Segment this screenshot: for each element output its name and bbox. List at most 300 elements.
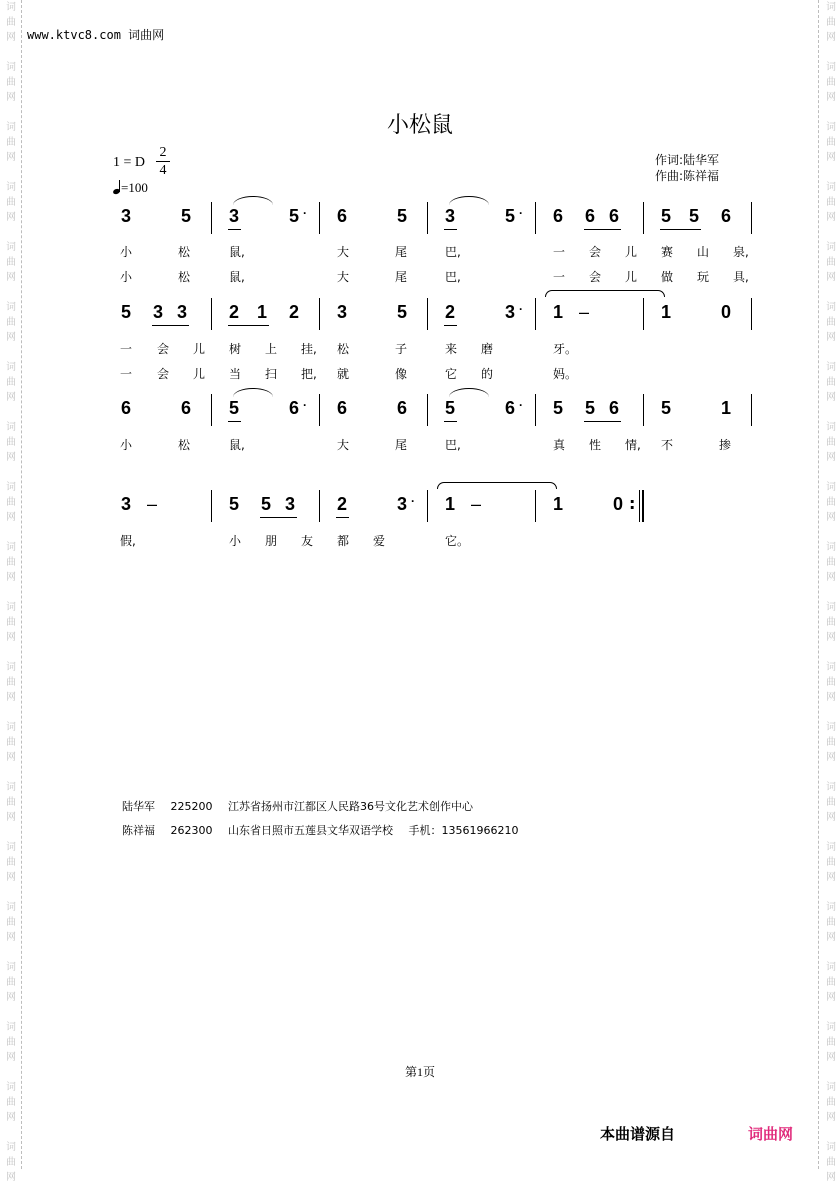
watermark-char: 网 — [826, 632, 836, 643]
watermark-char: 曲 — [6, 977, 16, 988]
watermark-char: 曲 — [826, 1037, 836, 1048]
time-signature-bottom: 4 — [156, 161, 170, 179]
staff-row — [0, 200, 840, 236]
lyric-syllable: 会 — [157, 342, 170, 356]
watermark-char: 词 — [826, 602, 836, 613]
staff-row — [0, 488, 840, 524]
lyric-syllable: 尾 — [395, 245, 408, 259]
watermark-char: 词 — [826, 362, 836, 373]
watermark-char: 曲 — [826, 557, 836, 568]
watermark-char: 曲 — [6, 497, 16, 508]
lyric-syllable: 来 — [445, 342, 458, 356]
watermark-char: 词 — [826, 842, 836, 853]
note: 6 — [120, 398, 131, 418]
watermark-group — [2, 780, 20, 840]
note: 3 — [176, 302, 187, 322]
watermark-char: 网 — [6, 932, 16, 943]
lyric-syllable: 上 — [265, 342, 278, 356]
lyric-syllable: 小 — [229, 534, 242, 548]
barline — [639, 490, 640, 522]
barline — [751, 298, 752, 330]
page-number: 第1页 — [404, 1065, 435, 1079]
watermark-char: 词 — [6, 722, 16, 733]
note: 5 — [584, 398, 595, 418]
watermark-char: 网 — [6, 92, 16, 103]
contact-address: 山东省日照市五莲县文华双语学校 — [228, 824, 393, 837]
note: 6 — [180, 398, 191, 418]
eighth-underline — [444, 229, 457, 230]
contact-phone: 手机：13561966210 — [408, 824, 519, 837]
barline — [319, 490, 320, 522]
barline — [535, 202, 536, 234]
watermark-char: 网 — [826, 872, 836, 883]
watermark-char: 曲 — [6, 797, 16, 808]
eighth-underline — [152, 325, 189, 326]
watermark-char: 词 — [6, 542, 16, 553]
watermark-char: 网 — [826, 392, 836, 403]
note: 3 — [228, 206, 239, 226]
left-margin-line — [21, 0, 22, 1169]
slur — [233, 388, 273, 397]
staff-row — [0, 296, 840, 332]
note: 5 · — [504, 206, 523, 226]
barline — [643, 394, 644, 426]
contact-name: 陆华军 — [122, 800, 155, 813]
watermark-group — [822, 780, 840, 840]
lyric-syllable: 鼠, — [229, 270, 245, 284]
watermark-char: 网 — [826, 1112, 836, 1123]
lyric-syllable: 小 — [120, 438, 133, 452]
lyric-syllable: 会 — [157, 367, 170, 381]
lyric-syllable: 鼠, — [229, 438, 245, 452]
lyric-syllable: 尾 — [395, 438, 408, 452]
barline — [211, 202, 212, 234]
barline — [427, 394, 428, 426]
lyric-syllable: 会 — [589, 245, 602, 259]
lyric-syllable: 松 — [178, 270, 191, 284]
barline — [319, 394, 320, 426]
watermark-char: 词 — [6, 1082, 16, 1093]
lyric-syllable: 尾 — [395, 270, 408, 284]
watermark-char: 网 — [826, 1172, 836, 1183]
watermark-char: 词 — [826, 482, 836, 493]
key-signature: 1 = D — [113, 155, 146, 170]
watermark-char: 网 — [6, 1172, 16, 1183]
note: 1 — [256, 302, 267, 322]
watermark-char: 曲 — [6, 77, 16, 88]
watermark-char: 曲 — [826, 977, 836, 988]
watermark-group — [2, 0, 20, 60]
watermark-char: 词 — [6, 242, 16, 253]
watermark-char: 词 — [6, 422, 16, 433]
watermark-char: 网 — [6, 392, 16, 403]
augmentation-dot: · — [519, 398, 523, 412]
watermark-group — [2, 660, 20, 720]
lyric-syllable: 玩 — [697, 270, 710, 284]
watermark-char: 网 — [6, 1112, 16, 1123]
lyric-line — [0, 365, 840, 383]
lyric-syllable: 泉, — [733, 245, 749, 259]
watermark-char: 网 — [826, 92, 836, 103]
watermark-group — [822, 600, 840, 660]
quarter-note-icon — [113, 180, 121, 194]
watermark-char: 曲 — [6, 617, 16, 628]
note: 5 — [180, 206, 191, 226]
watermark-char: 词 — [6, 62, 16, 73]
lyric-syllable: 像 — [395, 367, 408, 381]
note: 6 · — [504, 398, 523, 418]
site-url[interactable]: www.ktvc8.com — [27, 28, 121, 42]
note: 1 — [552, 302, 563, 322]
watermark-char: 网 — [826, 572, 836, 583]
augmentation-dot: · — [519, 206, 523, 220]
watermark-char: 网 — [6, 512, 16, 523]
lyric-syllable: 小 — [120, 245, 133, 259]
watermark-group — [822, 960, 840, 1020]
watermark-group — [822, 660, 840, 720]
note: 3 — [336, 302, 347, 322]
watermark-group — [2, 720, 20, 780]
note: 5 — [688, 206, 699, 226]
watermark-char: 网 — [6, 332, 16, 343]
watermark-char: 网 — [6, 992, 16, 1003]
eighth-underline — [228, 325, 269, 326]
watermark-group — [822, 1140, 840, 1200]
eighth-underline — [444, 421, 457, 422]
watermark-group — [822, 0, 840, 60]
watermark-char: 网 — [6, 752, 16, 763]
lyric-syllable: 假, — [120, 534, 136, 548]
lyric-syllable: 子 — [395, 342, 408, 356]
note: 6 — [552, 206, 563, 226]
final-barline — [642, 490, 644, 522]
watermark-char: 曲 — [826, 377, 836, 388]
lyric-syllable: 松 — [337, 342, 350, 356]
watermark-char: 词 — [826, 722, 836, 733]
lyric-syllable: 儿 — [625, 270, 638, 284]
watermark-char: 词 — [6, 182, 16, 193]
watermark-char: 词 — [826, 902, 836, 913]
watermark-char: 词 — [826, 2, 836, 13]
watermark-char: 词 — [6, 602, 16, 613]
eighth-underline — [444, 325, 457, 326]
watermark-char: 词 — [6, 902, 16, 913]
composer: 作曲:陈祥福 — [655, 169, 720, 183]
contact-name: 陈祥福 — [122, 824, 155, 837]
watermark-char: 网 — [826, 512, 836, 523]
barline — [319, 202, 320, 234]
watermark-char: 曲 — [6, 857, 16, 868]
watermark-char: 网 — [6, 212, 16, 223]
note: 5 — [660, 206, 671, 226]
watermark-char: 词 — [6, 962, 16, 973]
watermark-char: 网 — [6, 272, 16, 283]
time-signature-top: 2 — [159, 145, 167, 160]
staff-row — [0, 392, 840, 428]
barline — [643, 298, 644, 330]
augmentation-dot: · — [519, 302, 523, 316]
watermark-char: 曲 — [826, 257, 836, 268]
watermark-char: 词 — [826, 182, 836, 193]
lyric-syllable: 一 — [120, 367, 133, 381]
barline — [319, 298, 320, 330]
contact-line — [122, 822, 530, 838]
lyric-syllable: 巴, — [445, 438, 461, 452]
lyric-syllable: 一 — [553, 245, 566, 259]
watermark-char: 曲 — [826, 617, 836, 628]
note: 3 — [152, 302, 163, 322]
watermark-char: 曲 — [826, 197, 836, 208]
lyric-syllable: 掺 — [719, 438, 732, 452]
barline — [211, 298, 212, 330]
eighth-underline — [584, 421, 621, 422]
watermark-group — [2, 900, 20, 960]
note: 3 — [444, 206, 455, 226]
lyric-syllable: 儿 — [193, 342, 206, 356]
watermark-group — [2, 1080, 20, 1140]
note: 2 — [228, 302, 239, 322]
watermark-char: 曲 — [6, 1157, 16, 1168]
dash-extender: – — [470, 494, 481, 514]
augmentation-dot: · — [303, 398, 307, 412]
barline — [751, 394, 752, 426]
lyric-syllable: 它 — [445, 367, 458, 381]
lyric-syllable: 大 — [337, 245, 350, 259]
barline — [535, 490, 536, 522]
lyric-syllable: 真 — [553, 438, 566, 452]
note: 3 — [120, 494, 131, 514]
slur — [449, 196, 489, 205]
watermark-char: 曲 — [826, 1097, 836, 1108]
watermark-char: 网 — [826, 452, 836, 463]
source-label: 本曲谱源自 — [600, 1125, 676, 1143]
note: 1 — [720, 398, 731, 418]
lyric-syllable: 儿 — [193, 367, 206, 381]
watermark-char: 曲 — [6, 917, 16, 928]
note: 1 — [660, 302, 671, 322]
watermark-char: 词 — [6, 662, 16, 673]
lyric-syllable: 赛 — [661, 245, 674, 259]
lyric-line — [0, 340, 840, 358]
lyric-syllable: 友 — [301, 534, 314, 548]
dash-extender: – — [578, 302, 589, 322]
watermark-char: 网 — [826, 812, 836, 823]
lyric-syllable: 大 — [337, 438, 350, 452]
watermark-char: 词 — [826, 422, 836, 433]
lyric-syllable: 大 — [337, 270, 350, 284]
eighth-underline — [660, 229, 701, 230]
watermark-char: 网 — [826, 992, 836, 1003]
lyric-syllable: 当 — [229, 367, 242, 381]
note: 6 — [608, 398, 619, 418]
watermark-char: 曲 — [6, 737, 16, 748]
contact-line — [122, 798, 485, 814]
watermark-char: 词 — [6, 2, 16, 13]
watermark-char: 曲 — [6, 17, 16, 28]
note: 6 — [608, 206, 619, 226]
barline — [211, 490, 212, 522]
note: 6 — [720, 206, 731, 226]
right-margin-line — [818, 0, 819, 1169]
note: 3 · — [396, 494, 415, 514]
lyric-syllable: 都 — [337, 534, 350, 548]
lyricist: 作词:陆华军 — [655, 153, 720, 167]
watermark-char: 曲 — [6, 257, 16, 268]
barline — [751, 202, 752, 234]
augmentation-dot: · — [411, 494, 415, 508]
watermark-char: 曲 — [826, 437, 836, 448]
slur — [233, 196, 273, 205]
tie — [545, 290, 665, 297]
watermark-char: 曲 — [826, 737, 836, 748]
watermark-char: 网 — [826, 1052, 836, 1063]
credits — [655, 152, 719, 184]
repeat-dots: : — [629, 494, 636, 513]
watermark-char: 曲 — [826, 317, 836, 328]
tempo-marking — [113, 180, 148, 196]
note: 5 — [228, 494, 239, 514]
watermark-char: 词 — [826, 1142, 836, 1153]
watermark-char: 词 — [6, 842, 16, 853]
lyric-syllable: 不 — [661, 438, 674, 452]
watermark-char: 曲 — [826, 137, 836, 148]
watermark-group — [822, 1080, 840, 1140]
watermark-char: 词 — [826, 782, 836, 793]
note: 6 — [584, 206, 595, 226]
note: 1 — [444, 494, 455, 514]
watermark-char: 曲 — [6, 437, 16, 448]
watermark-group — [2, 840, 20, 900]
eighth-underline — [260, 517, 297, 518]
lyric-syllable: 磨 — [481, 342, 494, 356]
watermark-char: 曲 — [826, 1157, 836, 1168]
lyric-syllable: 挂, — [301, 342, 317, 356]
watermark-char: 曲 — [6, 557, 16, 568]
watermark-char: 曲 — [826, 917, 836, 928]
watermark-group — [2, 1140, 20, 1200]
eighth-underline — [336, 517, 349, 518]
note: 6 · — [288, 398, 307, 418]
note: 3 — [120, 206, 131, 226]
note: 5 — [396, 302, 407, 322]
lyric-syllable: 朋 — [265, 534, 278, 548]
site-name: 词曲网 — [128, 28, 165, 42]
watermark-char: 曲 — [6, 377, 16, 388]
lyric-line — [0, 243, 840, 261]
lyric-syllable: 鼠, — [229, 245, 245, 259]
watermark-group — [2, 600, 20, 660]
watermark-char: 网 — [826, 692, 836, 703]
dash-extender: – — [146, 494, 157, 514]
watermark-char: 网 — [826, 932, 836, 943]
watermark-group — [822, 720, 840, 780]
watermark-char: 词 — [826, 962, 836, 973]
watermark-group — [822, 840, 840, 900]
tempo-value: =100 — [121, 180, 148, 195]
lyric-syllable: 它。 — [445, 534, 470, 548]
watermark-char: 网 — [826, 32, 836, 43]
note: 5 — [120, 302, 131, 322]
watermark-char: 曲 — [826, 17, 836, 28]
time-signature — [156, 144, 170, 179]
note: 2 — [444, 302, 455, 322]
slur — [449, 388, 489, 397]
watermark-char: 词 — [826, 662, 836, 673]
watermark-char: 曲 — [6, 137, 16, 148]
watermark-char: 词 — [826, 302, 836, 313]
lyric-syllable: 会 — [589, 270, 602, 284]
watermark-group — [822, 900, 840, 960]
note: 0 — [612, 494, 623, 514]
watermark-char: 曲 — [826, 677, 836, 688]
watermark-char: 词 — [826, 62, 836, 73]
note: 5 · — [288, 206, 307, 226]
lyric-syllable: 把, — [301, 367, 317, 381]
contact-address: 江苏省扬州市江都区人民路36号文化艺术创作中心 — [228, 800, 473, 813]
lyric-syllable: 小 — [120, 270, 133, 284]
barline — [535, 394, 536, 426]
watermark-char: 词 — [6, 362, 16, 373]
lyric-syllable: 儿 — [625, 245, 638, 259]
right-watermark-column — [822, 0, 840, 1200]
lyric-syllable: 情, — [625, 438, 641, 452]
note: 5 — [396, 206, 407, 226]
lyric-line — [0, 268, 840, 286]
augmentation-dot: · — [303, 206, 307, 220]
watermark-char: 曲 — [6, 677, 16, 688]
song-title: 小松鼠 — [386, 113, 453, 138]
eighth-underline — [584, 229, 621, 230]
watermark-char: 网 — [6, 452, 16, 463]
watermark-char: 网 — [6, 872, 16, 883]
note: 5 — [552, 398, 563, 418]
note: 6 — [336, 206, 347, 226]
lyric-syllable: 扫 — [265, 367, 278, 381]
watermark-char: 网 — [6, 632, 16, 643]
watermark-char: 曲 — [826, 857, 836, 868]
watermark-char: 网 — [826, 212, 836, 223]
watermark-char: 词 — [6, 482, 16, 493]
note: 0 — [720, 302, 731, 322]
watermark-char: 曲 — [6, 1097, 16, 1108]
watermark-char: 网 — [6, 812, 16, 823]
watermark-char: 曲 — [6, 197, 16, 208]
lyric-syllable: 做 — [661, 270, 674, 284]
watermark-char: 曲 — [6, 1037, 16, 1048]
lyric-syllable: 松 — [178, 245, 191, 259]
barline — [211, 394, 212, 426]
lyric-syllable: 松 — [178, 438, 191, 452]
brand-link[interactable]: 词曲网 — [748, 1125, 794, 1143]
note: 3 · — [504, 302, 523, 322]
watermark-char: 网 — [826, 752, 836, 763]
note: 6 — [336, 398, 347, 418]
lyric-syllable: 山 — [697, 245, 710, 259]
watermark-char: 网 — [6, 1052, 16, 1063]
eighth-underline — [228, 421, 241, 422]
barline — [427, 202, 428, 234]
lyric-syllable: 巴, — [445, 270, 461, 284]
lyric-syllable: 性 — [589, 438, 602, 452]
watermark-char: 曲 — [826, 497, 836, 508]
watermark-char: 词 — [6, 122, 16, 133]
note: 1 — [552, 494, 563, 514]
lyric-syllable: 牙。 — [553, 342, 578, 356]
barline — [427, 490, 428, 522]
note: 6 — [396, 398, 407, 418]
watermark-char: 词 — [6, 1142, 16, 1153]
lyric-syllable: 具, — [733, 270, 749, 284]
